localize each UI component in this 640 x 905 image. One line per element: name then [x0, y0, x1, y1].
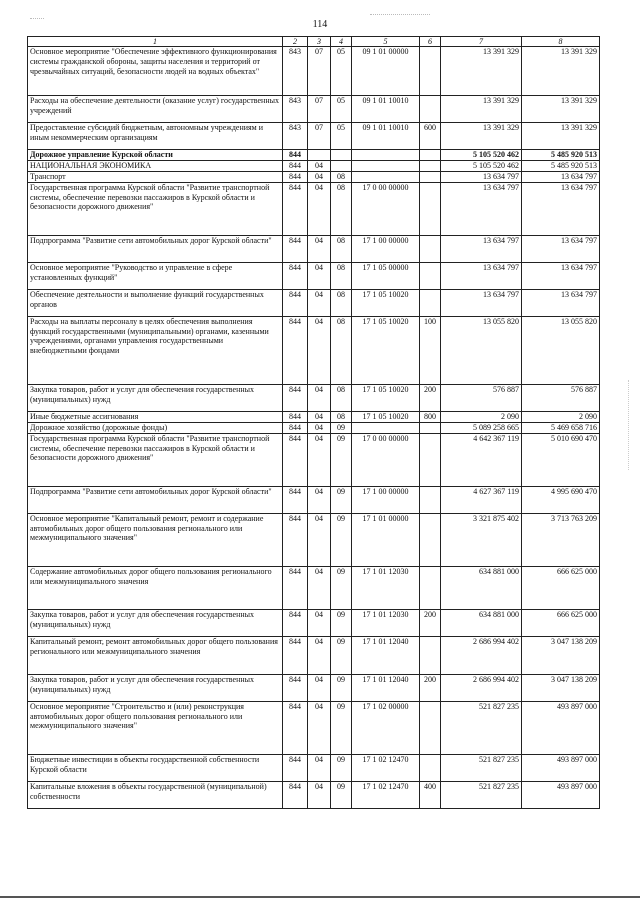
subsection-code-cell: 08 [331, 172, 352, 183]
expense-type-cell [420, 701, 441, 754]
section-code-cell: 04 [308, 262, 331, 289]
amount-year1-cell: 13 634 797 [441, 182, 522, 235]
expense-type-cell [420, 47, 441, 96]
target-item-cell: 17 1 02 12470 [352, 781, 420, 808]
subsection-code-cell: 09 [331, 433, 352, 486]
admin-code-cell: 844 [283, 781, 308, 808]
amount-year1-cell: 3 321 875 402 [441, 513, 522, 566]
admin-code-cell: 844 [283, 422, 308, 433]
section-code-cell: 04 [308, 289, 331, 316]
section-code-cell: 04 [308, 384, 331, 411]
column-number-row [28, 37, 600, 47]
amount-year2-cell: 666 625 000 [522, 609, 600, 636]
target-item-cell: 17 1 05 10020 [352, 289, 420, 316]
target-item-cell: 17 1 01 12030 [352, 609, 420, 636]
row-name: Основное мероприятие "Строительство и (или) реконструкция автомобильных дорог общего пользования регионального или межмуниципального значения" [28, 701, 283, 754]
target-item-cell [352, 172, 420, 183]
section-code-cell: 04 [308, 433, 331, 486]
amount-year2-cell: 666 625 000 [522, 566, 600, 609]
admin-code-cell: 844 [283, 486, 308, 513]
amount-year1-cell: 576 887 [441, 384, 522, 411]
table-row [28, 411, 600, 422]
expense-type-cell: 600 [420, 123, 441, 150]
section-code-cell: 04 [308, 316, 331, 384]
admin-code-cell: 844 [283, 316, 308, 384]
amount-year2-cell: 3 713 763 209 [522, 513, 600, 566]
column-header: 2 [283, 37, 308, 47]
amount-year2-cell: 576 887 [522, 384, 600, 411]
table-row [28, 47, 600, 96]
expense-type-cell [420, 566, 441, 609]
table-row [28, 701, 600, 754]
expense-type-cell: 200 [420, 674, 441, 701]
admin-code-cell: 844 [283, 161, 308, 172]
table-row [28, 150, 600, 161]
amount-year2-cell: 2 090 [522, 411, 600, 422]
section-code-cell: 04 [308, 701, 331, 754]
target-item-cell: 17 1 01 12040 [352, 636, 420, 674]
amount-year1-cell: 13 634 797 [441, 262, 522, 289]
section-code-cell: 04 [308, 674, 331, 701]
column-header: 1 [28, 37, 283, 47]
row-name: Подпрограмма "Развитие сети автомобильных дорог Курской области" [28, 486, 283, 513]
expense-type-cell [420, 636, 441, 674]
admin-code-cell: 844 [283, 566, 308, 609]
amount-year1-cell: 13 634 797 [441, 172, 522, 183]
table-row [28, 316, 600, 384]
target-item-cell [352, 150, 420, 161]
table-row [28, 182, 600, 235]
column-header: 4 [331, 37, 352, 47]
section-code-cell: 04 [308, 754, 331, 781]
subsection-code-cell: 08 [331, 235, 352, 262]
admin-code-cell: 844 [283, 262, 308, 289]
subsection-code-cell: 09 [331, 422, 352, 433]
expense-type-cell: 100 [420, 316, 441, 384]
amount-year1-cell: 13 055 820 [441, 316, 522, 384]
section-code-cell: 07 [308, 96, 331, 123]
expense-type-cell [420, 150, 441, 161]
admin-code-cell: 844 [283, 150, 308, 161]
amount-year2-cell: 13 391 329 [522, 47, 600, 96]
subsection-code-cell: 08 [331, 411, 352, 422]
table-row [28, 422, 600, 433]
amount-year2-cell: 13 634 797 [522, 262, 600, 289]
expense-type-cell: 800 [420, 411, 441, 422]
table-row [28, 609, 600, 636]
column-header: 7 [441, 37, 522, 47]
table-row [28, 123, 600, 150]
table-row [28, 781, 600, 808]
amount-year1-cell: 634 881 000 [441, 609, 522, 636]
row-name: Дорожное хозяйство (дорожные фонды) [28, 422, 283, 433]
amount-year1-cell: 521 827 235 [441, 701, 522, 754]
table-row [28, 486, 600, 513]
row-name: Дорожное управление Курской области [28, 150, 283, 161]
subsection-code-cell [331, 150, 352, 161]
table-row [28, 754, 600, 781]
subsection-code-cell: 08 [331, 316, 352, 384]
subsection-code-cell: 08 [331, 289, 352, 316]
row-name: Иные бюджетные ассигнования [28, 411, 283, 422]
row-name: Основное мероприятие "Обеспечение эффективного функционирования системы гражданской обороны, защиты населения и территорий от чрезвычайных ситуаций, безопасности людей на водных объектах" [28, 47, 283, 96]
admin-code-cell: 844 [283, 289, 308, 316]
section-code-cell: 04 [308, 422, 331, 433]
amount-year2-cell: 4 995 690 470 [522, 486, 600, 513]
expense-type-cell [420, 262, 441, 289]
subsection-code-cell: 09 [331, 609, 352, 636]
expense-type-cell [420, 96, 441, 123]
amount-year2-cell: 5 485 920 513 [522, 150, 600, 161]
expense-type-cell [420, 433, 441, 486]
row-name: Предоставление субсидий бюджетным, автономным учреждениям и иным некоммерческим организациям [28, 123, 283, 150]
row-name: НАЦИОНАЛЬНАЯ ЭКОНОМИКА [28, 161, 283, 172]
subsection-code-cell [331, 161, 352, 172]
subsection-code-cell: 09 [331, 781, 352, 808]
row-name: Бюджетные инвестиции в объекты государственной собственности Курской области [28, 754, 283, 781]
table-row [28, 235, 600, 262]
amount-year2-cell: 493 897 000 [522, 781, 600, 808]
amount-year2-cell: 5 485 920 513 [522, 161, 600, 172]
section-code-cell: 04 [308, 161, 331, 172]
expense-type-cell [420, 172, 441, 183]
admin-code-cell: 844 [283, 513, 308, 566]
target-item-cell: 17 1 05 10020 [352, 411, 420, 422]
section-code-cell: 04 [308, 781, 331, 808]
expense-type-cell [420, 235, 441, 262]
section-code-cell: 04 [308, 566, 331, 609]
table-row [28, 161, 600, 172]
amount-year1-cell: 4 642 367 119 [441, 433, 522, 486]
amount-year2-cell: 13 055 820 [522, 316, 600, 384]
subsection-code-cell: 09 [331, 674, 352, 701]
subsection-code-cell: 09 [331, 754, 352, 781]
amount-year2-cell: 5 010 690 470 [522, 433, 600, 486]
target-item-cell: 17 1 05 00000 [352, 262, 420, 289]
subsection-code-cell: 09 [331, 701, 352, 754]
amount-year1-cell: 2 686 994 402 [441, 636, 522, 674]
amount-year2-cell: 3 047 138 209 [522, 636, 600, 674]
admin-code-cell: 844 [283, 182, 308, 235]
amount-year1-cell: 634 881 000 [441, 566, 522, 609]
row-name: Расходы на выплаты персоналу в целях обеспечения выполнения функций государственными (муниципальными) органами, казенными учреждениями, органами управления государственными внебюджетными фондами [28, 316, 283, 384]
table-row [28, 384, 600, 411]
subsection-code-cell: 08 [331, 384, 352, 411]
section-code-cell: 04 [308, 411, 331, 422]
subsection-code-cell: 09 [331, 636, 352, 674]
row-name: Подпрограмма "Развитие сети автомобильных дорог Курской области" [28, 235, 283, 262]
table-row [28, 96, 600, 123]
expense-type-cell [420, 754, 441, 781]
amount-year1-cell: 13 634 797 [441, 289, 522, 316]
amount-year2-cell: 13 391 329 [522, 96, 600, 123]
admin-code-cell: 844 [283, 609, 308, 636]
bottom-border [0, 896, 640, 898]
section-code-cell: 04 [308, 172, 331, 183]
target-item-cell: 17 1 00 00000 [352, 486, 420, 513]
amount-year2-cell: 13 634 797 [522, 289, 600, 316]
target-item-cell: 17 1 00 00000 [352, 235, 420, 262]
amount-year1-cell: 4 627 367 119 [441, 486, 522, 513]
section-code-cell: 04 [308, 513, 331, 566]
table-row [28, 513, 600, 566]
scan-mark [370, 14, 430, 17]
row-name: Содержание автомобильных дорог общего пользования регионального или межмуниципального значения [28, 566, 283, 609]
amount-year1-cell: 13 391 329 [441, 96, 522, 123]
row-name: Основное мероприятие "Капитальный ремонт, ремонт и содержание автомобильных дорог общего пользования регионального или межмуниципального значения" [28, 513, 283, 566]
table-body [28, 47, 600, 809]
admin-code-cell: 843 [283, 123, 308, 150]
subsection-code-cell: 09 [331, 486, 352, 513]
amount-year1-cell: 13 634 797 [441, 235, 522, 262]
amount-year2-cell: 13 634 797 [522, 235, 600, 262]
row-name: Закупка товаров, работ и услуг для обеспечения государственных (муниципальных) нужд [28, 384, 283, 411]
row-name: Государственная программа Курской области "Развитие транспортной системы, обеспечение перевозки пассажиров в Курской области и безопасности дорожного движения" [28, 433, 283, 486]
amount-year1-cell: 2 686 994 402 [441, 674, 522, 701]
amount-year2-cell: 13 634 797 [522, 172, 600, 183]
section-code-cell: 04 [308, 636, 331, 674]
target-item-cell: 09 1 01 10010 [352, 123, 420, 150]
subsection-code-cell: 05 [331, 47, 352, 96]
section-code-cell: 07 [308, 123, 331, 150]
target-item-cell: 17 1 01 12040 [352, 674, 420, 701]
admin-code-cell: 844 [283, 701, 308, 754]
amount-year1-cell: 13 391 329 [441, 47, 522, 96]
admin-code-cell: 844 [283, 754, 308, 781]
amount-year2-cell: 5 469 658 716 [522, 422, 600, 433]
section-code-cell: 04 [308, 235, 331, 262]
amount-year1-cell: 5 105 520 462 [441, 161, 522, 172]
table-row [28, 566, 600, 609]
admin-code-cell: 844 [283, 411, 308, 422]
expense-type-cell [420, 422, 441, 433]
table-row [28, 433, 600, 486]
admin-code-cell: 843 [283, 96, 308, 123]
target-item-cell: 17 0 00 00000 [352, 433, 420, 486]
target-item-cell: 17 1 02 00000 [352, 701, 420, 754]
row-name: Транспорт [28, 172, 283, 183]
amount-year1-cell: 2 090 [441, 411, 522, 422]
row-name: Закупка товаров, работ и услуг для обеспечения государственных (муниципальных) нужд [28, 674, 283, 701]
column-header: 8 [522, 37, 600, 47]
target-item-cell: 17 1 05 10020 [352, 316, 420, 384]
amount-year2-cell: 3 047 138 209 [522, 674, 600, 701]
column-header: 6 [420, 37, 441, 47]
subsection-code-cell: 05 [331, 123, 352, 150]
subsection-code-cell: 08 [331, 182, 352, 235]
row-name: Основное мероприятие "Руководство и управление в сфере установленных функций" [28, 262, 283, 289]
expense-type-cell [420, 289, 441, 316]
page-number: 114 [312, 19, 328, 30]
row-name: Государственная программа Курской области "Развитие транспортной системы, обеспечение перевозки пассажиров в Курской области и безопасности дорожного движения" [28, 182, 283, 235]
expense-type-cell [420, 182, 441, 235]
target-item-cell: 17 0 00 00000 [352, 182, 420, 235]
row-name: Капитальные вложения в объекты государственной (муниципальной) собственности [28, 781, 283, 808]
section-code-cell: 04 [308, 486, 331, 513]
target-item-cell: 09 1 01 00000 [352, 47, 420, 96]
table-row [28, 172, 600, 183]
target-item-cell: 17 1 02 12470 [352, 754, 420, 781]
section-code-cell: 04 [308, 182, 331, 235]
column-header: 5 [352, 37, 420, 47]
admin-code-cell: 844 [283, 384, 308, 411]
expense-type-cell: 200 [420, 384, 441, 411]
column-header: 3 [308, 37, 331, 47]
amount-year1-cell: 5 105 520 462 [441, 150, 522, 161]
section-code-cell [308, 150, 331, 161]
target-item-cell: 17 1 01 00000 [352, 513, 420, 566]
subsection-code-cell: 09 [331, 513, 352, 566]
amount-year2-cell: 493 897 000 [522, 754, 600, 781]
table-row [28, 262, 600, 289]
admin-code-cell: 844 [283, 235, 308, 262]
table-row [28, 289, 600, 316]
row-name: Расходы на обеспечение деятельности (оказание услуг) государственных учреждений [28, 96, 283, 123]
admin-code-cell: 844 [283, 433, 308, 486]
row-name: Капитальный ремонт, ремонт автомобильных дорог общего пользования регионального или межмуниципального значения [28, 636, 283, 674]
amount-year2-cell: 493 897 000 [522, 701, 600, 754]
subsection-code-cell: 05 [331, 96, 352, 123]
section-code-cell: 04 [308, 609, 331, 636]
amount-year2-cell: 13 634 797 [522, 182, 600, 235]
amount-year1-cell: 5 089 258 665 [441, 422, 522, 433]
admin-code-cell: 844 [283, 636, 308, 674]
row-name: Закупка товаров, работ и услуг для обеспечения государственных (муниципальных) нужд [28, 609, 283, 636]
expense-type-cell [420, 486, 441, 513]
amount-year1-cell: 521 827 235 [441, 754, 522, 781]
subsection-code-cell: 08 [331, 262, 352, 289]
section-code-cell: 07 [308, 47, 331, 96]
budget-table [27, 36, 600, 809]
admin-code-cell: 844 [283, 172, 308, 183]
row-name: Обеспечение деятельности и выполнение функций государственных органов [28, 289, 283, 316]
expense-type-cell [420, 513, 441, 566]
target-item-cell: 17 1 01 12030 [352, 566, 420, 609]
amount-year1-cell: 521 827 235 [441, 781, 522, 808]
target-item-cell: 09 1 01 10010 [352, 96, 420, 123]
amount-year2-cell: 13 391 329 [522, 123, 600, 150]
target-item-cell [352, 161, 420, 172]
table-row [28, 674, 600, 701]
target-item-cell [352, 422, 420, 433]
scan-mark [628, 380, 630, 470]
expense-type-cell: 200 [420, 609, 441, 636]
expense-type-cell: 400 [420, 781, 441, 808]
subsection-code-cell: 09 [331, 566, 352, 609]
admin-code-cell: 844 [283, 674, 308, 701]
expense-type-cell [420, 161, 441, 172]
amount-year1-cell: 13 391 329 [441, 123, 522, 150]
admin-code-cell: 843 [283, 47, 308, 96]
table-row [28, 636, 600, 674]
target-item-cell: 17 1 05 10020 [352, 384, 420, 411]
